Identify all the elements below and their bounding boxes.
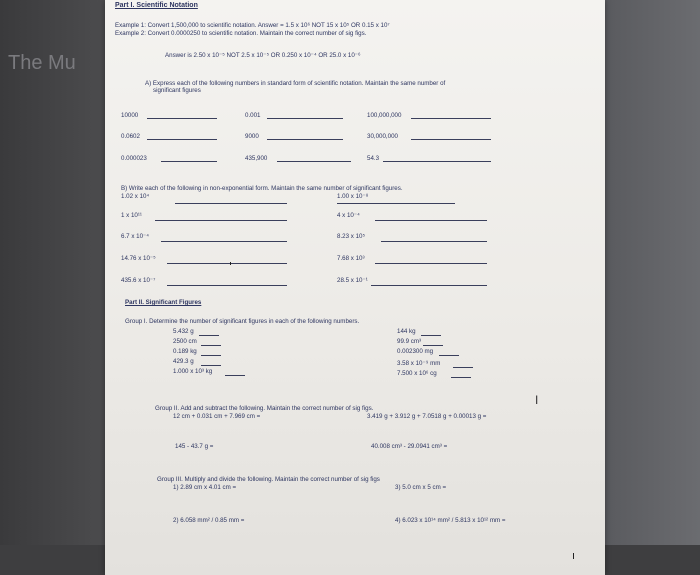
answer-line[interactable] — [167, 285, 287, 286]
example-1: Example 1: Convert 1,500,000 to scientific notation. Answer = 1.5 x 10⁶ NOT 15 x 10⁵ OR 0.15 x 10⁷ — [115, 22, 390, 29]
group3-instructions: Group III. Multiply and divide the following. Maintain the correct number of sig figs — [157, 476, 380, 483]
backdrop-left — [0, 0, 105, 575]
b-item: 1.02 x 10⁴ — [121, 193, 150, 200]
b-item: 8.23 x 10⁵ — [337, 233, 366, 240]
pen-mark — [573, 553, 574, 559]
g3-item: 1) 2.89 cm x 4.01 cm = — [173, 484, 237, 491]
answer-line[interactable] — [439, 355, 459, 356]
answer-line[interactable] — [161, 241, 287, 242]
part2-title: Part II. Significant Figures — [125, 299, 202, 306]
b-item: 1.00 x 10⁻⁸ — [337, 193, 369, 200]
answer-line[interactable] — [175, 203, 287, 204]
g2-item: 12 cm + 0.031 cm + 7.969 cm = — [173, 413, 261, 420]
g3-item: 4) 6.023 x 10¹⁴ mm² / 5.813 x 10¹² mm = — [395, 517, 506, 524]
b-item: 6.7 x 10⁻⁴ — [121, 233, 149, 240]
answer-line[interactable] — [155, 220, 287, 221]
g1-item: 0.002300 mg — [397, 348, 434, 355]
answer-line[interactable] — [199, 335, 219, 336]
g1-item: 429.3 g — [173, 358, 194, 365]
answer-line[interactable] — [167, 263, 287, 264]
section-a-instructions-cont: significant figures — [153, 87, 201, 94]
a-item: 10000 — [121, 112, 139, 119]
example-answer: Answer is 2.50 x 10⁻⁵ NOT 2.5 x 10⁻⁵ OR 0.250 x 10⁻⁴ OR 25.0 x 10⁻⁶ — [165, 52, 361, 59]
a-item: 435,900 — [245, 155, 268, 162]
a-item: 100,000,000 — [367, 112, 402, 119]
a-item: 0.000023 — [121, 155, 147, 162]
g1-item: 7.500 x 10⁶ cg — [397, 370, 437, 377]
g1-item: 3.58 x 10⁻⁹ mm — [397, 360, 441, 367]
answer-line[interactable] — [411, 118, 491, 119]
g1-item: 144 kg — [397, 328, 416, 335]
answer-line[interactable] — [201, 345, 221, 346]
a-item: 0.0602 — [121, 133, 140, 140]
answer-line[interactable] — [371, 285, 487, 286]
b-item: 14.76 x 10⁻⁵ — [121, 255, 156, 262]
background-ghost-text: The Mu — [8, 52, 76, 74]
b-item: 1 x 10¹¹ — [121, 212, 142, 219]
answer-line[interactable] — [267, 118, 343, 119]
answer-line[interactable] — [201, 365, 221, 366]
g3-item: 3) 5.0 cm x 5 cm = — [395, 484, 447, 491]
answer-line[interactable] — [421, 335, 441, 336]
g3-item: 2) 6.058 mm² / 0.85 mm = — [173, 517, 245, 524]
pen-mark — [230, 262, 231, 265]
b-item: 435.6 x 10⁻⁷ — [121, 277, 156, 284]
part1-title: Part I. Scientific Notation — [115, 2, 198, 9]
answer-line[interactable] — [411, 139, 491, 140]
example-2: Example 2: Convert 0.0000250 to scientific notation. Maintain the correct number of sig figs. — [115, 30, 367, 37]
g1-item: 5.432 g — [173, 328, 194, 335]
g1-item: 2500 cm — [173, 338, 197, 345]
g1-item: 1.000 x 10³ kg — [173, 368, 213, 375]
b-item: 28.5 x 10⁻¹ — [337, 277, 368, 284]
a-item: 0.001 — [245, 112, 261, 119]
answer-line[interactable] — [381, 241, 487, 242]
g2-item: 40.008 cm³ - 29.0941 cm³ = — [371, 443, 448, 450]
answer-line[interactable] — [423, 345, 443, 346]
answer-line[interactable] — [267, 139, 343, 140]
group1-instructions: Group I. Determine the number of significant figures in each of the following numbers. — [125, 318, 360, 325]
b-item: 7.68 x 10³ — [337, 255, 365, 262]
g2-item: 145 - 43.7 g = — [175, 443, 214, 450]
answer-line[interactable] — [375, 220, 487, 221]
answer-line[interactable] — [225, 375, 245, 376]
section-a-instructions: A) Express each of the following numbers in standard form of scientific notation. Maintain the same number of — [145, 80, 446, 87]
answer-line[interactable] — [201, 355, 221, 356]
text-cursor-icon: I — [535, 393, 539, 407]
answer-line[interactable] — [453, 367, 473, 368]
answer-line[interactable] — [277, 161, 351, 162]
g1-item: 0.189 kg — [173, 348, 197, 355]
answer-line[interactable] — [147, 118, 217, 119]
worksheet-page — [105, 0, 605, 575]
a-item: 9000 — [245, 133, 259, 140]
answer-line[interactable] — [375, 263, 487, 264]
answer-line[interactable] — [337, 203, 455, 204]
group2-instructions: Group II. Add and subtract the following. Maintain the correct number of sig figs. — [155, 405, 374, 412]
a-item: 54.3 — [367, 155, 380, 162]
answer-line[interactable] — [383, 161, 491, 162]
g1-item: 99.9 cm³ — [397, 338, 422, 345]
section-b-instructions: B) Write each of the following in non-exponential form. Maintain the same number of significant figures. — [121, 185, 403, 192]
answer-line[interactable] — [451, 377, 471, 378]
g2-item: 3.419 g + 3.912 g + 7.0518 g + 0.00013 g = — [367, 413, 487, 420]
b-item: 4 x 10⁻⁴ — [337, 212, 360, 219]
a-item: 30,000,000 — [367, 133, 398, 140]
answer-line[interactable] — [161, 161, 217, 162]
answer-line[interactable] — [147, 139, 217, 140]
